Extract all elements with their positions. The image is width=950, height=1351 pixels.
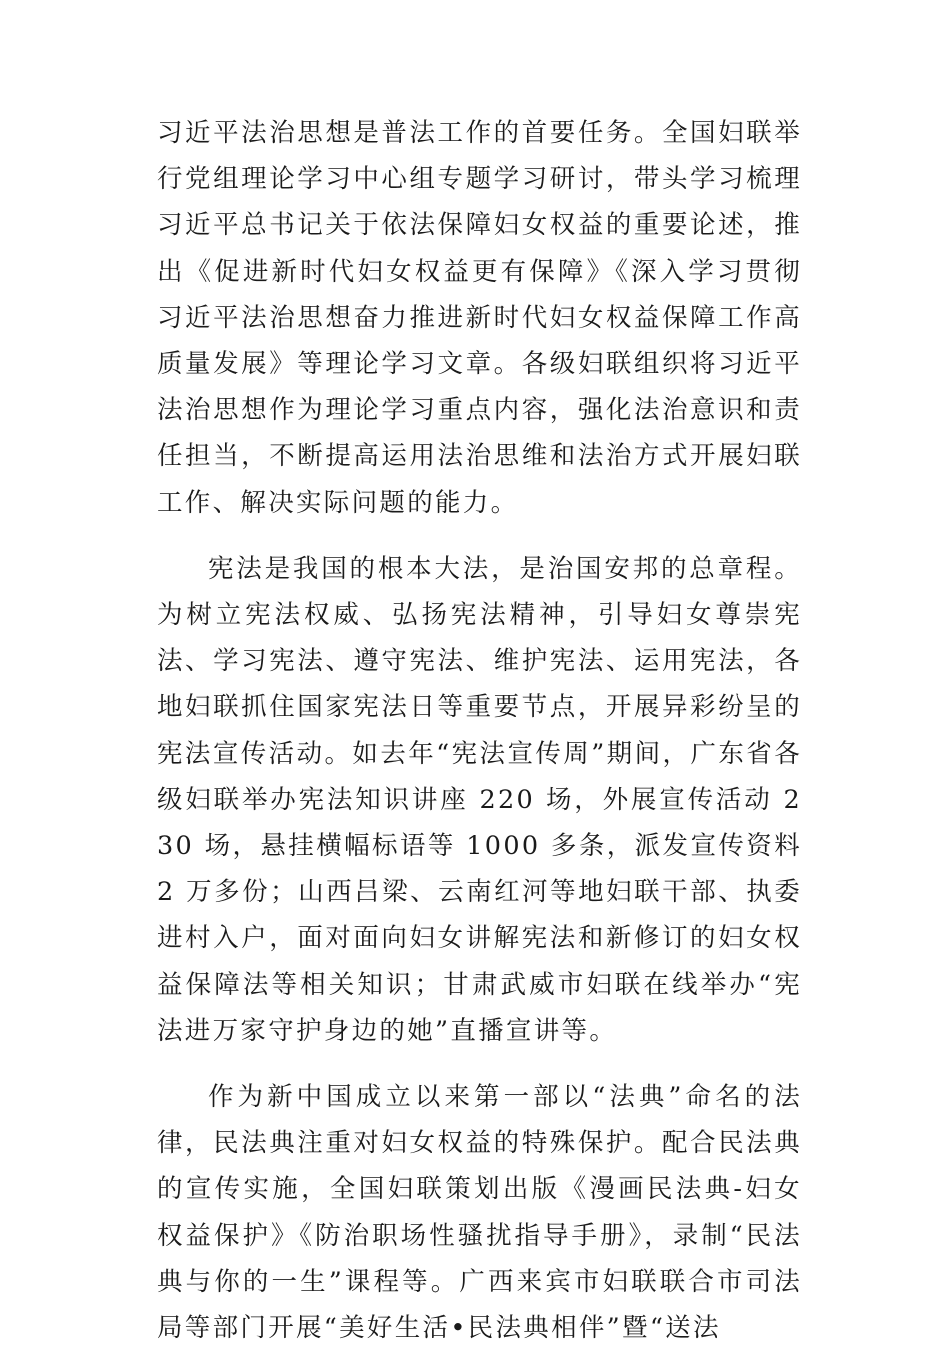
paragraph-2: 宪法是我国的根本大法，是治国安邦的总章程。为树立宪法权威、弘扬宪法精神，引导妇女尊崇宪法、学习宪法、遵守宪法、维护宪法、运用宪法，各地妇联抓住国家宪法日等重要节点，开展异彩纷呈的宪法宣传活动。如去年“宪法宣传周”期间，广东省各级妇联举办宪法知识讲座 220 场，外展宣传活动 230 场，悬挂横幅标语等 1000 多条，派发宣传资料 2 万多份；山西吕梁、云南红河等地妇联干部、执委进村入户，面对面向妇女讲解宪法和新修订的妇女权益保障法等相关知识；甘肃武威市妇联在线举办“宪法进万家守护身边的她”直播宣讲等。 (157, 553, 802, 1046)
paragraph-1: 习近平法治思想是普法工作的首要任务。全国妇联举行党组理论学习中心组专题学习研讨，带头学习梳理习近平总书记关于依法保障妇女权益的重要论述，推出《促进新时代妇女权益更有保障》《深入学习贯彻习近平法治思想奋力推进新时代妇女权益保障工作高质量发展》等理论学习文章。各级妇联组织将习近平法治思想作为理论学习重点内容，强化法治意识和责任担当，不断提高运用法治思维和法治方式开展妇联工作、解决实际问题的能力。 (157, 118, 802, 518)
document-body (157, 110, 802, 1351)
paragraph-3: 作为新中国成立以来第一部以“法典”命名的法律，民法典注重对妇女权益的特殊保护。配合民法典的宣传实施，全国妇联策划出版《漫画民法典-妇女权益保护》《防治职场性骚扰指导手册》，录制“民法典与你的一生”课程等。广西来宾市妇联联合市司法局等部门开展“美好生活•民法典相伴”暨“送法 (157, 1082, 802, 1344)
